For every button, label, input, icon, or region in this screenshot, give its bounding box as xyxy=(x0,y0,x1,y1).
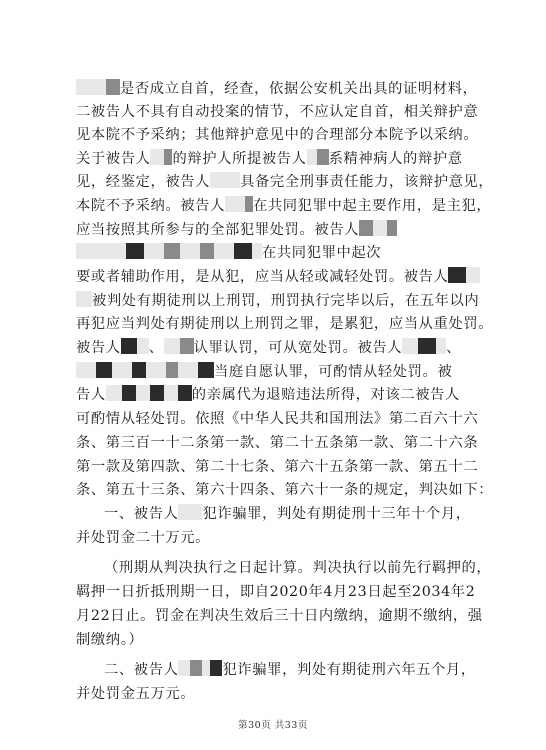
redaction-block xyxy=(180,243,200,259)
redaction-block xyxy=(180,338,194,354)
redaction-block xyxy=(112,362,132,378)
redaction-block xyxy=(132,362,146,378)
redaction-block xyxy=(245,196,253,212)
redaction-block xyxy=(317,149,329,165)
text-segment: 的辩护人所提被告人 xyxy=(172,151,307,167)
redaction-block xyxy=(76,362,96,378)
redaction-block xyxy=(150,149,164,165)
text-segment: 要或者辅助作用，是从犯，应当从轻或减轻处罚。被告人 xyxy=(76,269,449,285)
text-line xyxy=(76,408,494,431)
text-line xyxy=(76,313,494,336)
text-segment: 被判处有期徒刑以上刑罚，刑罚执行完毕以后，在五年以内 xyxy=(92,293,480,309)
text-line xyxy=(76,361,494,384)
redaction-block xyxy=(210,660,222,676)
redaction-block xyxy=(387,220,397,236)
redaction-block xyxy=(136,385,150,401)
redaction-block xyxy=(214,243,234,259)
text-line xyxy=(104,659,494,682)
redaction-block xyxy=(225,196,245,212)
redaction-block xyxy=(190,660,202,676)
text-segment: 当庭自愿认罪，可酌情从轻处罚。被 xyxy=(214,364,453,380)
text-segment: 犯诈骗罪，判处有期徒刑十三年十个月， xyxy=(202,506,471,522)
text-line xyxy=(104,503,494,526)
redaction-block xyxy=(166,362,178,378)
redaction-block xyxy=(418,338,436,354)
redaction-block xyxy=(402,338,418,354)
text-line xyxy=(76,266,494,289)
text-line xyxy=(76,683,494,706)
text-line xyxy=(76,384,494,407)
redaction-block xyxy=(76,79,106,95)
text-line xyxy=(76,432,494,455)
text-segment: 犯诈骗罪，判处有期徒刑六年五个月， xyxy=(222,662,476,678)
text-segment: 应当按照其所参与的全部犯罪处罚。被告人 xyxy=(76,222,360,238)
redaction-block xyxy=(359,220,373,236)
text-segment: 见，经鉴定，被告人 xyxy=(76,174,211,190)
text-line xyxy=(76,527,494,550)
text-line xyxy=(76,337,494,360)
redaction-block xyxy=(198,362,214,378)
text-segment: 本院不予采纳。被告人 xyxy=(76,198,225,214)
redaction-block xyxy=(164,385,178,401)
text-line xyxy=(76,629,494,652)
redaction-block xyxy=(76,243,126,259)
redaction-block xyxy=(126,243,144,259)
text-line xyxy=(104,557,494,580)
text-line xyxy=(76,124,494,147)
text-line xyxy=(76,605,494,628)
redaction-block xyxy=(164,338,180,354)
text-segment: 在共同犯罪中起主要作用，是主犯， xyxy=(252,198,492,214)
text-line xyxy=(76,581,494,604)
text-line xyxy=(76,101,494,124)
text-segment: 并处罚金五万元。 xyxy=(76,686,196,702)
text-segment: 见本院不予采纳；其他辩护意见中的合理部分本院予以采纳。 xyxy=(76,127,479,143)
text-line xyxy=(76,479,494,502)
text-line xyxy=(76,171,494,194)
text-line xyxy=(76,456,494,479)
redaction-block xyxy=(144,243,164,259)
text-segment: 认罪认罚，可从宽处罚。被告人 xyxy=(193,340,403,356)
redaction-block xyxy=(150,385,164,401)
text-segment: 第一款及第四款、第二十七条、第六十五条第一款、第五十二 xyxy=(76,459,479,475)
redaction-block xyxy=(200,243,214,259)
text-segment: 可酌情从轻处罚。依照《中华人民共和国刑法》第二百六十六 xyxy=(76,411,479,427)
text-segment: 关于被告人 xyxy=(76,151,151,167)
text-line xyxy=(76,148,494,171)
redaction-block xyxy=(178,504,202,520)
text-segment: 告人 xyxy=(76,387,106,403)
redaction-block xyxy=(164,243,180,259)
text-line xyxy=(76,290,494,313)
text-segment: 条、第三百一十二条第一款、第二十五条第一款、第二十六条 xyxy=(76,435,479,451)
text-segment: 、 xyxy=(446,340,462,356)
redaction-block xyxy=(121,338,137,354)
text-segment: 是否成立自首，经查，依据公安机关出具的证明材料， xyxy=(120,81,478,97)
text-line xyxy=(76,242,494,265)
text-line xyxy=(76,195,494,218)
redaction-block xyxy=(137,338,149,354)
redaction-block xyxy=(466,267,480,283)
text-segment: 一、被告人 xyxy=(104,506,179,522)
redaction-block xyxy=(210,172,240,188)
redaction-block xyxy=(178,362,198,378)
text-segment: 月22日止。罚金在判决生效后三十日内缴纳，逾期不缴纳，强 xyxy=(76,608,483,624)
text-segment: 在共同犯罪中起次 xyxy=(262,245,382,261)
redaction-block xyxy=(96,362,112,378)
redaction-block xyxy=(106,79,120,95)
redaction-block xyxy=(202,660,210,676)
text-segment: 制缴纳。） xyxy=(76,632,144,648)
redaction-block xyxy=(146,362,166,378)
text-segment: 具备完全刑事责任能力，该辩护意见， xyxy=(240,174,494,190)
text-segment: 再犯应当判处有期徒刑以上刑罚之罪，是累犯，应当从重处罚。 xyxy=(76,316,494,332)
redaction-block xyxy=(106,385,122,401)
redaction-block xyxy=(373,220,387,236)
redaction-block xyxy=(307,149,317,165)
text-line xyxy=(76,219,494,242)
text-segment: 系精神病人的辩护意 xyxy=(328,151,463,167)
redaction-block xyxy=(234,243,252,259)
redaction-block xyxy=(76,291,92,307)
text-segment: 被告人 xyxy=(76,340,121,356)
redaction-block xyxy=(252,243,262,259)
text-segment: 二、被告人 xyxy=(104,662,179,678)
text-segment: 二被告人不具有自动投案的情节，不应认定自首，相关辩护意 xyxy=(76,104,479,120)
page-number-footer: 第30页 共33页 xyxy=(238,720,308,731)
text-line xyxy=(76,78,494,101)
text-segment: （刑期从判决执行之日起计算。判决执行以前先行羁押的， xyxy=(104,560,492,576)
text-segment: 羁押一日折抵刑期一日，即自2020年4月23日起至2034年2 xyxy=(76,584,476,600)
text-segment: 、 xyxy=(148,340,164,356)
text-segment: 条、第五十三条、第六十四条、第六十一条的规定，判决如下： xyxy=(76,482,494,498)
redaction-block xyxy=(448,267,466,283)
redaction-block xyxy=(122,385,136,401)
redaction-block xyxy=(178,660,190,676)
redaction-block xyxy=(178,385,192,401)
text-segment: 的亲属代为退赔违法所得，对该二被告人 xyxy=(191,387,460,403)
redaction-block xyxy=(436,338,446,354)
text-segment: 并处罚金二十万元。 xyxy=(76,530,211,546)
